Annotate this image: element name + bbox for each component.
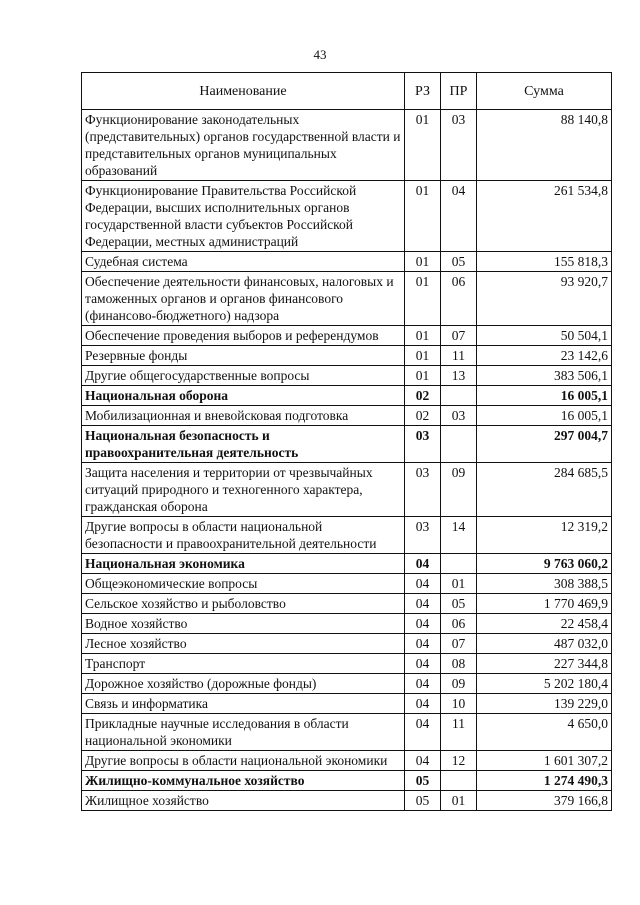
row-rz-cell: 01	[405, 110, 441, 181]
row-name-cell: Судебная система	[82, 252, 405, 272]
row-sum-cell: 1 274 490,3	[477, 771, 612, 791]
row-sum-cell: 139 229,0	[477, 694, 612, 714]
row-rz-cell: 01	[405, 326, 441, 346]
row-pr-cell: 09	[441, 674, 477, 694]
row-name-cell: Национальная безопасность и правоохранительная деятельность	[82, 426, 405, 463]
row-pr-cell	[441, 426, 477, 463]
row-pr-cell: 13	[441, 366, 477, 386]
table-header-row	[82, 73, 612, 110]
row-sum-cell: 261 534,8	[477, 181, 612, 252]
row-pr-cell: 05	[441, 594, 477, 614]
row-sum-cell: 487 032,0	[477, 634, 612, 654]
table-row	[82, 634, 612, 654]
column-header-rz: РЗ	[405, 73, 441, 110]
row-sum-cell: 93 920,7	[477, 272, 612, 326]
row-name-cell: Резервные фонды	[82, 346, 405, 366]
row-pr-cell: 03	[441, 110, 477, 181]
row-rz-cell: 04	[405, 634, 441, 654]
row-pr-cell	[441, 771, 477, 791]
row-sum-cell: 16 005,1	[477, 386, 612, 406]
row-pr-cell: 07	[441, 326, 477, 346]
row-pr-cell: 06	[441, 614, 477, 634]
row-pr-cell: 04	[441, 181, 477, 252]
row-rz-cell: 01	[405, 181, 441, 252]
table-row	[82, 252, 612, 272]
row-pr-cell	[441, 554, 477, 574]
row-rz-cell: 04	[405, 714, 441, 751]
row-name-cell: Транспорт	[82, 654, 405, 674]
row-rz-cell: 03	[405, 517, 441, 554]
row-pr-cell: 14	[441, 517, 477, 554]
row-pr-cell: 03	[441, 406, 477, 426]
column-header-pr: ПР	[441, 73, 477, 110]
row-name-cell: Защита населения и территории от чрезвычайных ситуаций природного и техногенного характера, гражданская оборона	[82, 463, 405, 517]
row-sum-cell: 297 004,7	[477, 426, 612, 463]
row-rz-cell: 04	[405, 594, 441, 614]
row-rz-cell: 04	[405, 694, 441, 714]
table-row	[82, 594, 612, 614]
table-row	[82, 751, 612, 771]
table-row	[82, 463, 612, 517]
column-header-name: Наименование	[82, 73, 405, 110]
row-sum-cell: 227 344,8	[477, 654, 612, 674]
row-rz-cell: 03	[405, 426, 441, 463]
row-rz-cell: 01	[405, 366, 441, 386]
row-name-cell: Функционирование Правительства Российской Федерации, высших исполнительных органов государственной власти субъектов Российской Федерации, местных администраций	[82, 181, 405, 252]
table-row	[82, 272, 612, 326]
row-sum-cell: 50 504,1	[477, 326, 612, 346]
row-name-cell: Жилищно-коммунальное хозяйство	[82, 771, 405, 791]
table-row	[82, 674, 612, 694]
row-pr-cell: 08	[441, 654, 477, 674]
row-name-cell: Функционирование законодательных (представительных) органов государственной власти и представительных органов муниципальных образований	[82, 110, 405, 181]
row-name-cell: Другие общегосударственные вопросы	[82, 366, 405, 386]
row-rz-cell: 04	[405, 574, 441, 594]
row-pr-cell	[441, 386, 477, 406]
row-name-cell: Сельское хозяйство и рыболовство	[82, 594, 405, 614]
row-pr-cell: 07	[441, 634, 477, 654]
table-row	[82, 654, 612, 674]
table-row	[82, 326, 612, 346]
table-row	[82, 366, 612, 386]
row-name-cell: Другие вопросы в области национальной экономики	[82, 751, 405, 771]
table-row	[82, 406, 612, 426]
budget-table	[81, 72, 612, 811]
row-sum-cell: 155 818,3	[477, 252, 612, 272]
row-sum-cell: 12 319,2	[477, 517, 612, 554]
row-pr-cell: 11	[441, 346, 477, 366]
row-sum-cell: 284 685,5	[477, 463, 612, 517]
section-row	[82, 554, 612, 574]
row-sum-cell: 308 388,5	[477, 574, 612, 594]
row-sum-cell: 22 458,4	[477, 614, 612, 634]
table-row	[82, 110, 612, 181]
table-row	[82, 791, 612, 811]
row-name-cell: Прикладные научные исследования в области национальной экономики	[82, 714, 405, 751]
row-name-cell: Обеспечение деятельности финансовых, налоговых и таможенных органов и органов финансового (финансово-бюджетного) надзора	[82, 272, 405, 326]
row-name-cell: Жилищное хозяйство	[82, 791, 405, 811]
row-name-cell: Связь и информатика	[82, 694, 405, 714]
row-pr-cell: 01	[441, 574, 477, 594]
row-pr-cell: 06	[441, 272, 477, 326]
table-row	[82, 181, 612, 252]
row-name-cell: Лесное хозяйство	[82, 634, 405, 654]
row-rz-cell: 04	[405, 554, 441, 574]
row-rz-cell: 05	[405, 771, 441, 791]
row-rz-cell: 02	[405, 386, 441, 406]
row-pr-cell: 05	[441, 252, 477, 272]
row-rz-cell: 01	[405, 346, 441, 366]
section-row	[82, 386, 612, 406]
row-rz-cell: 05	[405, 791, 441, 811]
row-name-cell: Национальная экономика	[82, 554, 405, 574]
row-name-cell: Водное хозяйство	[82, 614, 405, 634]
table-row	[82, 614, 612, 634]
row-pr-cell: 12	[441, 751, 477, 771]
row-rz-cell: 04	[405, 654, 441, 674]
row-pr-cell: 11	[441, 714, 477, 751]
row-sum-cell: 16 005,1	[477, 406, 612, 426]
row-sum-cell: 1 770 469,9	[477, 594, 612, 614]
row-name-cell: Другие вопросы в области национальной безопасности и правоохранительной деятельности	[82, 517, 405, 554]
table-row	[82, 517, 612, 554]
table-row	[82, 574, 612, 594]
row-pr-cell: 10	[441, 694, 477, 714]
column-header-sum: Сумма	[477, 73, 612, 110]
row-sum-cell: 88 140,8	[477, 110, 612, 181]
row-name-cell: Национальная оборона	[82, 386, 405, 406]
row-rz-cell: 01	[405, 252, 441, 272]
row-pr-cell: 09	[441, 463, 477, 517]
row-rz-cell: 01	[405, 272, 441, 326]
table-row	[82, 694, 612, 714]
row-rz-cell: 02	[405, 406, 441, 426]
row-name-cell: Обеспечение проведения выборов и референдумов	[82, 326, 405, 346]
row-rz-cell: 03	[405, 463, 441, 517]
row-rz-cell: 04	[405, 614, 441, 634]
page-number: 43	[313, 47, 327, 62]
row-name-cell: Дорожное хозяйство (дорожные фонды)	[82, 674, 405, 694]
row-sum-cell: 9 763 060,2	[477, 554, 612, 574]
row-sum-cell: 4 650,0	[477, 714, 612, 751]
row-sum-cell: 23 142,6	[477, 346, 612, 366]
row-sum-cell: 383 506,1	[477, 366, 612, 386]
row-sum-cell: 379 166,8	[477, 791, 612, 811]
section-row	[82, 426, 612, 463]
row-pr-cell: 01	[441, 791, 477, 811]
row-rz-cell: 04	[405, 751, 441, 771]
row-sum-cell: 5 202 180,4	[477, 674, 612, 694]
section-row	[82, 771, 612, 791]
table-row	[82, 714, 612, 751]
row-name-cell: Мобилизационная и вневойсковая подготовка	[82, 406, 405, 426]
table-row	[82, 346, 612, 366]
row-sum-cell: 1 601 307,2	[477, 751, 612, 771]
row-name-cell: Общеэкономические вопросы	[82, 574, 405, 594]
row-rz-cell: 04	[405, 674, 441, 694]
